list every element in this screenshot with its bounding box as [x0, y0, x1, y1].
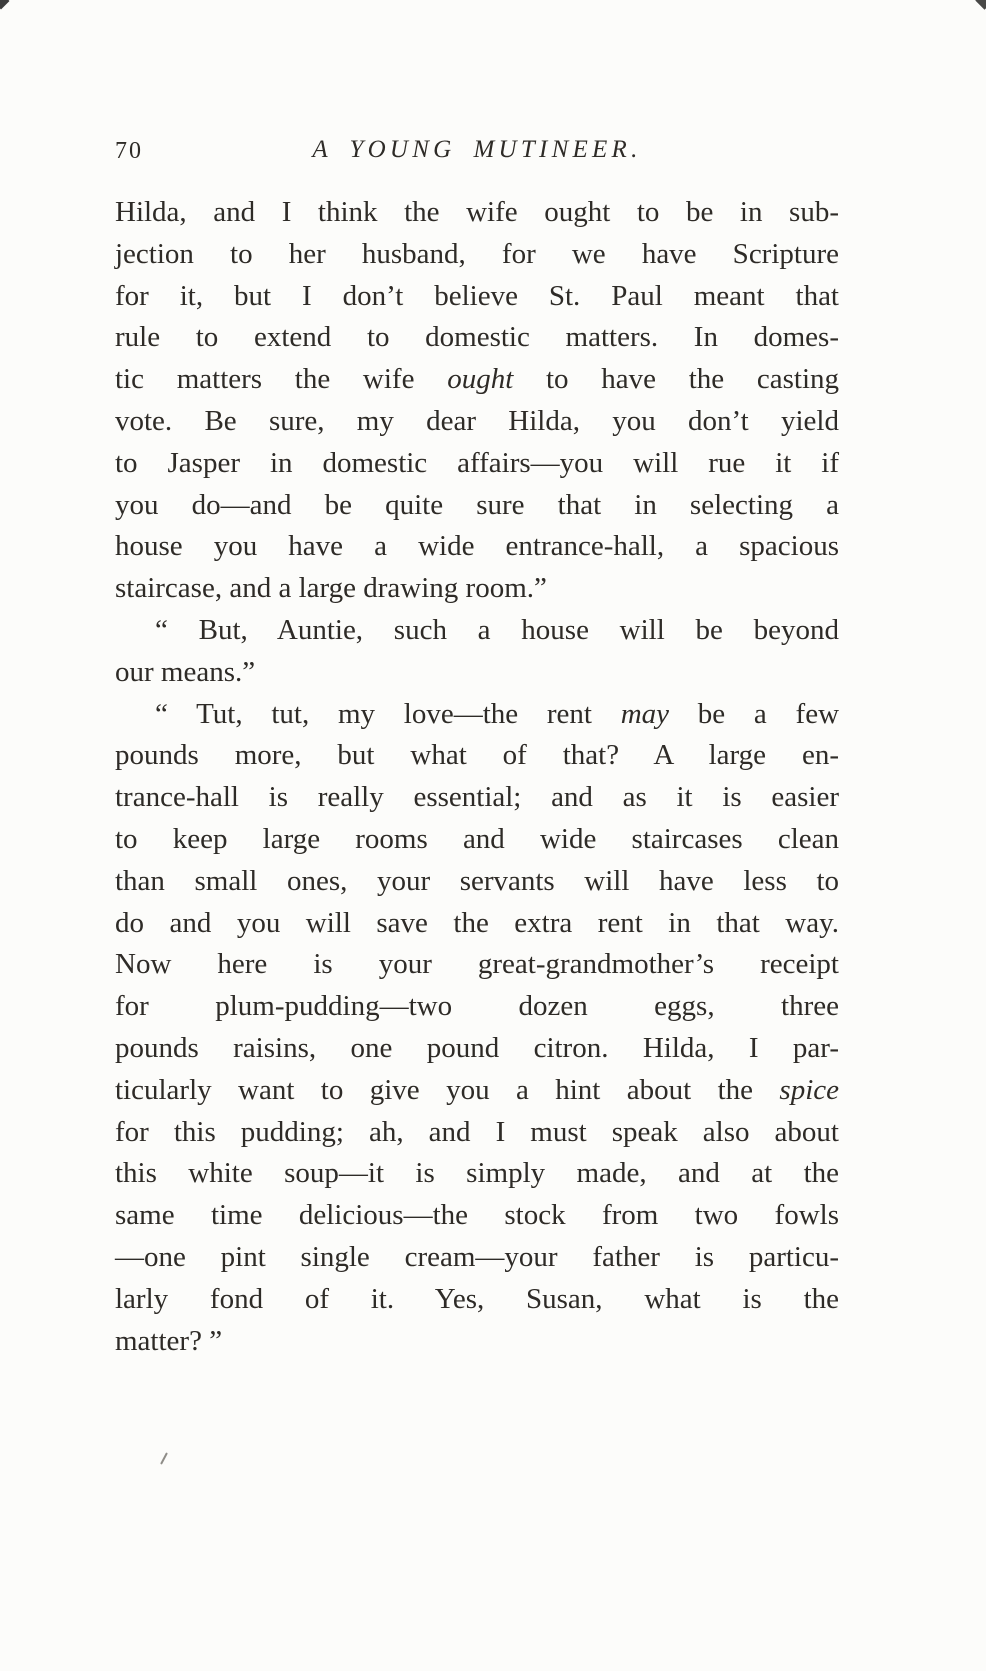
- text-line: do and you will save the extra rent in that way.: [115, 906, 839, 939]
- text-line: for plum-pudding—two dozen eggs, three: [115, 990, 839, 1023]
- text-line: trance-hall is really essential; and as it is easier: [115, 781, 839, 814]
- scan-artifact-top-right: [975, 0, 986, 10]
- text-line: tic matters the wife ought to have the casting: [115, 363, 839, 396]
- text-line: jection to her husband, for we have Scripture: [115, 237, 839, 270]
- text-line: Hilda, and I think the wife ought to be in sub-: [115, 196, 839, 228]
- text-line: house you have a wide entrance-hall, a spacious: [115, 530, 839, 563]
- page-header: [115, 136, 839, 170]
- text-line: our means.”: [115, 655, 256, 688]
- text-line: larly fond of it. Yes, Susan, what is the: [115, 1282, 839, 1315]
- text-line: —one pint single cream—your father is particu-: [115, 1240, 839, 1273]
- running-title: A YOUNG MUTINEER.: [312, 136, 642, 163]
- scan-artifact-top-left: [0, 0, 9, 9]
- text-line: rule to extend to domestic matters. In domes-: [115, 321, 839, 354]
- text-line: pounds raisins, one pound citron. Hilda, I par-: [115, 1031, 839, 1064]
- text-line: ticularly want to give you a hint about the spice: [115, 1073, 839, 1106]
- text-line: “ Tut, tut, my love—the rent may be a few: [155, 697, 840, 730]
- text-line: to Jasper in domestic affairs—you will rue it if: [115, 446, 839, 479]
- text-line: Now here is your great-grandmother’s receipt: [115, 948, 839, 981]
- text-line: vote. Be sure, my dear Hilda, you don’t yield: [115, 404, 839, 437]
- text-line: for it, but I don’t believe St. Paul meant that: [115, 279, 839, 312]
- pencil-mark-artifact: [160, 1452, 168, 1464]
- text-line: this white soup—it is simply made, and at the: [115, 1157, 839, 1190]
- text-line: you do—and be quite sure that in selecting a: [115, 488, 839, 521]
- text-line: to keep large rooms and wide staircases clean: [115, 822, 839, 855]
- page-number: 70: [115, 138, 143, 164]
- text-line: pounds more, but what of that? A large en-: [115, 739, 839, 772]
- text-line: “ But, Auntie, such a house will be beyond: [155, 613, 839, 646]
- text-line: for this pudding; ah, and I must speak also about: [115, 1115, 839, 1148]
- text-line: staircase, and a large drawing room.”: [115, 572, 547, 605]
- text-line: than small ones, your servants will have less to: [115, 864, 839, 897]
- text-line: same time delicious—the stock from two fowls: [115, 1199, 839, 1232]
- text-line: matter? ”: [115, 1324, 223, 1357]
- body-text: [115, 192, 839, 1362]
